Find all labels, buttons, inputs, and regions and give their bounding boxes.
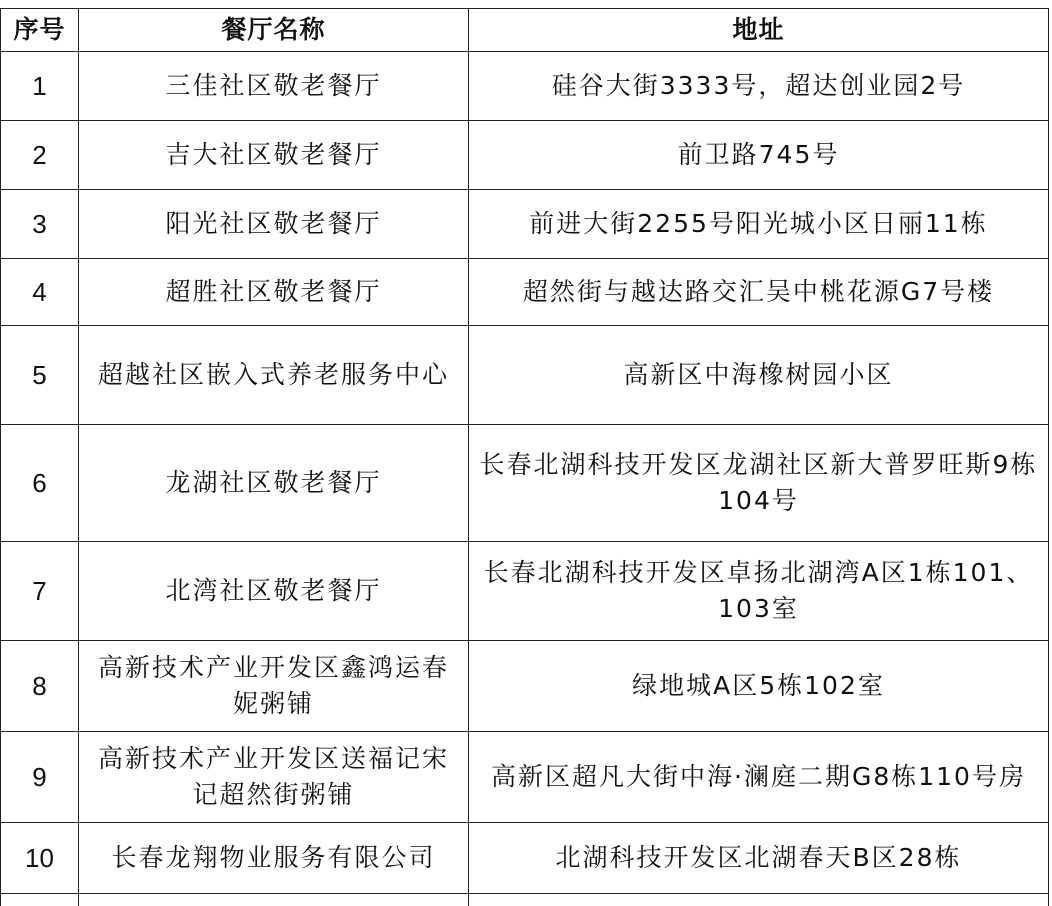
restaurant-name: 阳光社区敬老餐厅 — [79, 190, 469, 259]
restaurant-address: 超然街与越达路交汇吴中桃花源G7号楼 — [469, 259, 1049, 326]
restaurant-address: 长春北湖科技开发区龙湖社区新大普罗旺斯9栋104号 — [469, 425, 1049, 542]
table-row — [1, 259, 1049, 326]
table-row — [1, 641, 1049, 732]
restaurant-name: 三佳社区敬老餐厅 — [79, 52, 469, 121]
row-number: 2 — [1, 121, 79, 190]
header-address: 地址 — [469, 9, 1049, 52]
row-number: 5 — [1, 326, 79, 425]
table-row — [1, 425, 1049, 542]
restaurant-name: 高新技术产业开发区鑫鸿运春妮粥铺 — [79, 641, 469, 732]
table-row — [1, 732, 1049, 823]
restaurant-address: 长春北湖科技开发区卓扬北湖湾A区1栋101、103室 — [469, 542, 1049, 641]
restaurant-address: 硅谷大街3333号，超达创业园2号 — [469, 52, 1049, 121]
restaurant-address: 绿地城A区5栋102室 — [469, 641, 1049, 732]
table-row-partial — [1, 894, 1049, 906]
restaurant-table — [0, 8, 1049, 906]
restaurant-name: 龙湖社区敬老餐厅 — [79, 425, 469, 542]
empty-cell — [79, 894, 469, 906]
table-row — [1, 190, 1049, 259]
restaurant-address: 北湖科技开发区北湖春天B区28栋 — [469, 823, 1049, 894]
table-row — [1, 121, 1049, 190]
table-row — [1, 326, 1049, 425]
header-row — [1, 9, 1049, 52]
empty-cell — [1, 894, 79, 906]
row-number: 9 — [1, 732, 79, 823]
table-row — [1, 52, 1049, 121]
row-number: 8 — [1, 641, 79, 732]
restaurant-address: 前进大街2255号阳光城小区日丽11栋 — [469, 190, 1049, 259]
restaurant-address: 前卫路745号 — [469, 121, 1049, 190]
restaurant-name: 超越社区嵌入式养老服务中心 — [79, 326, 469, 425]
header-name: 餐厅名称 — [79, 9, 469, 52]
row-number: 4 — [1, 259, 79, 326]
restaurant-name: 北湾社区敬老餐厅 — [79, 542, 469, 641]
restaurant-name: 高新技术产业开发区送福记宋记超然街粥铺 — [79, 732, 469, 823]
empty-cell — [469, 894, 1049, 906]
table-row — [1, 823, 1049, 894]
restaurant-address: 高新区超凡大街中海·澜庭二期G8栋110号房 — [469, 732, 1049, 823]
restaurant-name: 吉大社区敬老餐厅 — [79, 121, 469, 190]
row-number: 7 — [1, 542, 79, 641]
row-number: 1 — [1, 52, 79, 121]
restaurant-address: 高新区中海橡树园小区 — [469, 326, 1049, 425]
row-number: 3 — [1, 190, 79, 259]
header-number: 序号 — [1, 9, 79, 52]
restaurant-name: 长春龙翔物业服务有限公司 — [79, 823, 469, 894]
row-number: 6 — [1, 425, 79, 542]
restaurant-name: 超胜社区敬老餐厅 — [79, 259, 469, 326]
table-row — [1, 542, 1049, 641]
row-number: 10 — [1, 823, 79, 894]
